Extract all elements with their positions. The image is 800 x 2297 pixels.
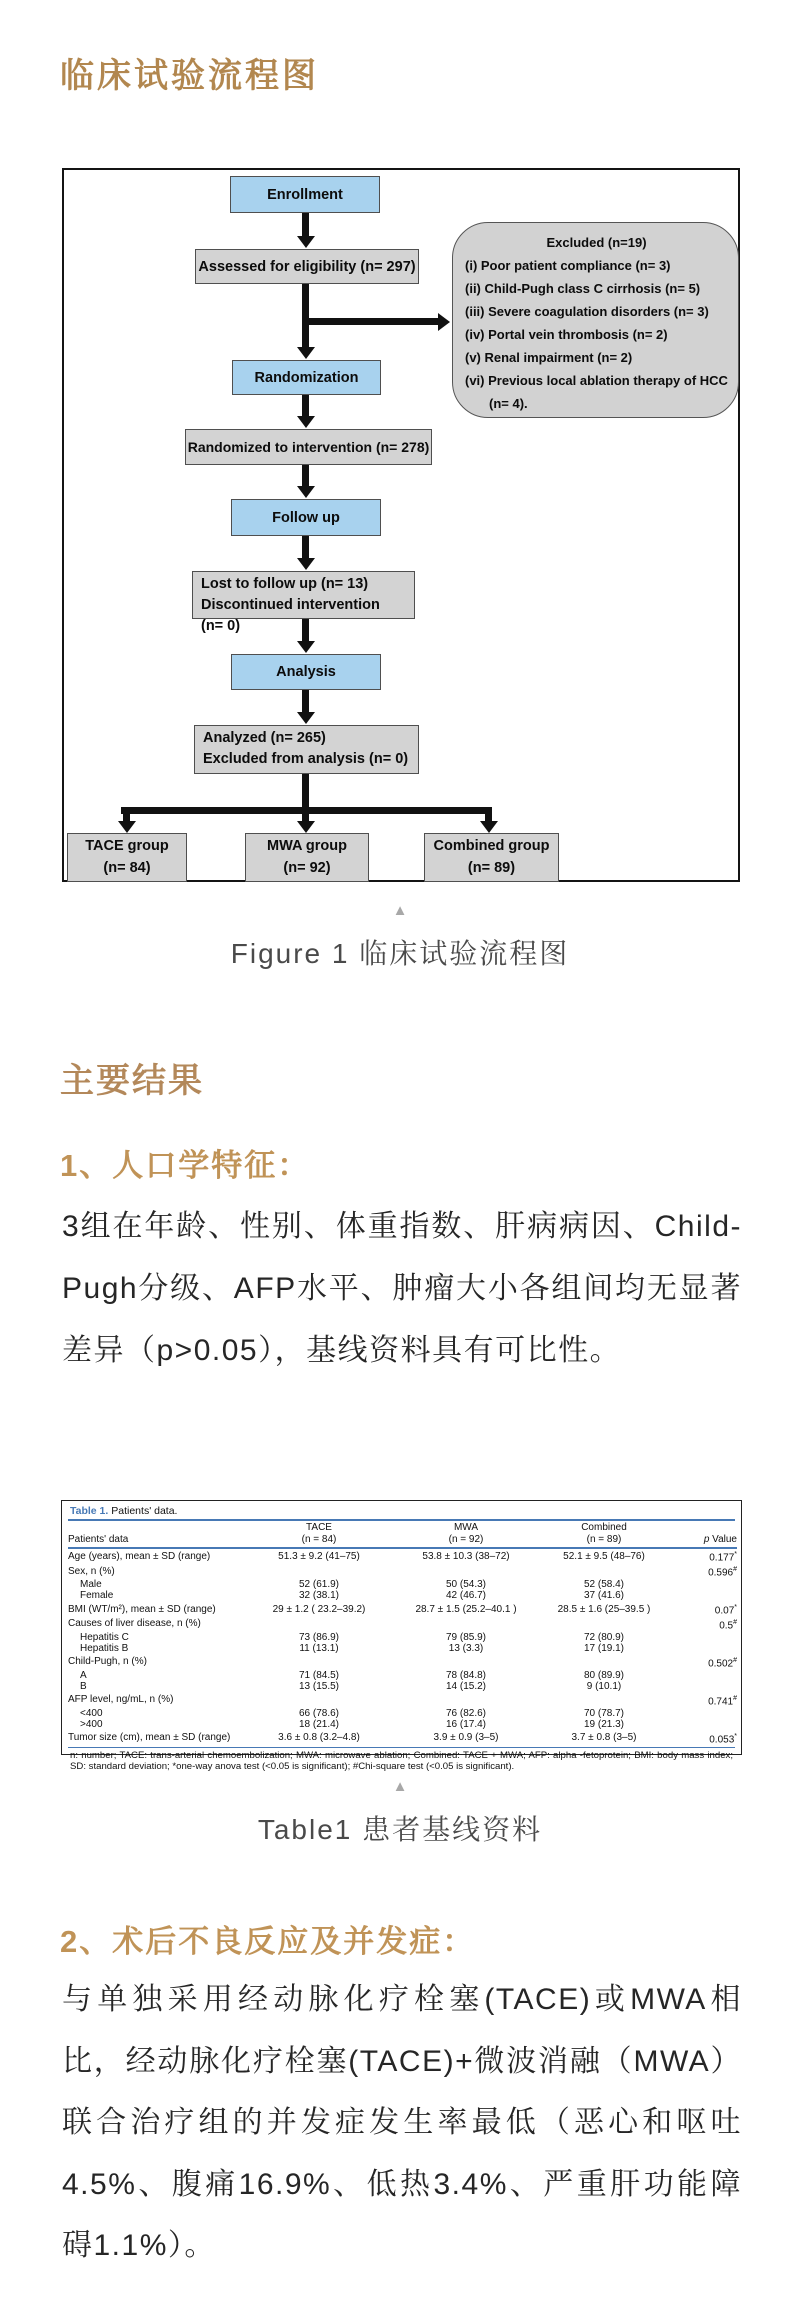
cell-pvalue (678, 1643, 737, 1655)
row-label: AFP level, ng/mL, n (%) (68, 1694, 174, 1706)
cell-combined: 17 (19.1) (583, 1643, 625, 1655)
excluded-item: (iv) Portal vein thrombosis (n= 2) (465, 327, 668, 342)
arrow-followup-to-lost (302, 536, 309, 558)
row-label: Causes of liver disease, n (%) (68, 1618, 201, 1630)
flow-box-tace-group (67, 833, 187, 882)
header-line: p Value (703, 1533, 737, 1545)
cell-mwa: 42 (46.7) (445, 1590, 487, 1602)
cell-pvalue (678, 1632, 737, 1644)
excluded-item: (ii) Child-Pugh class C cirrhosis (n= 5) (465, 281, 701, 296)
row-label: Age (years), mean ± SD (range) (68, 1550, 211, 1562)
row-label: Female (80, 1590, 114, 1602)
excluded-title: Excluded (n=19) (546, 235, 647, 250)
arrow-branch-to-mwa (302, 814, 309, 821)
cell-combined: 28.5 ± 1.6 (25–39.5 ) (557, 1603, 651, 1615)
cell-pvalue (678, 1708, 737, 1720)
cell-pvalue (678, 1681, 737, 1693)
arrow-analysis-to-analyzed (302, 690, 309, 712)
arrow-enrollment-to-assessed (302, 213, 309, 236)
row-label: Hepatitis B (80, 1643, 129, 1655)
collapse-triangle-icon: ▲ (392, 902, 408, 919)
cell-tace (236, 1693, 402, 1708)
col-header-tace (236, 1521, 402, 1548)
cell-combined: 52 (58.4) (583, 1578, 625, 1590)
cell-tace: 66 (78.6) (298, 1707, 340, 1719)
cell-pvalue: 0.741# (708, 1694, 737, 1707)
section2-heading: 2、术后不良反应及并发症： (60, 1924, 476, 1959)
cell-combined: 3.7 ± 0.8 (3–5) (571, 1732, 637, 1744)
group-n: (n= 92) (283, 860, 331, 876)
cell-mwa: 50 (54.3) (445, 1578, 487, 1590)
excluded-item: (i) Poor patient compliance (n= 3) (465, 258, 671, 273)
table-row (68, 1564, 737, 1579)
cell-combined: 9 (10.1) (586, 1681, 622, 1693)
table-body (68, 1548, 737, 1746)
cell-pvalue: 0.596# (708, 1565, 737, 1579)
table-caption: Table1 患者基线资料 (257, 1814, 543, 1845)
table1-image[interactable] (61, 1500, 742, 1772)
row-label: B (80, 1681, 87, 1693)
group-n: (n= 89) (467, 860, 516, 876)
table-title-text: Patients' data. (111, 1505, 178, 1517)
excluded-item: (iii) Severe coagulation disorders (n= 3) (465, 304, 709, 319)
cell-pvalue (678, 1719, 737, 1731)
flow-box-analyzed (194, 725, 419, 774)
results-heading: 主要结果 (60, 1063, 204, 1100)
cell-combined: 37 (41.6) (583, 1590, 625, 1602)
table-row (68, 1693, 737, 1708)
row-label: Male (80, 1578, 102, 1590)
table-row (68, 1632, 737, 1644)
analyzed-line1: Analyzed (n= 265) (203, 730, 326, 746)
header-line: (n = 89) (586, 1533, 622, 1545)
cell-mwa (402, 1617, 530, 1632)
row-label: >400 (80, 1719, 103, 1731)
cell-tace: 13 (15.5) (298, 1681, 340, 1693)
cell-tace: 11 (13.1) (299, 1643, 339, 1655)
cell-combined (530, 1564, 678, 1579)
col-header-mwa (402, 1521, 530, 1548)
cell-mwa: 28.7 ± 1.5 (25.2–40.1 ) (415, 1603, 517, 1615)
header-line: TACE (306, 1522, 332, 1533)
row-label: <400 (80, 1707, 103, 1719)
flow-box-combined-group (424, 833, 559, 882)
row-label: Child-Pugh, n (%) (68, 1656, 147, 1668)
cell-tace: 73 (86.9) (298, 1631, 340, 1643)
cell-mwa: 3.9 ± 0.9 (3–5) (433, 1732, 499, 1744)
flow-box-randomized: Randomized to intervention (n= 278) (185, 429, 432, 465)
table-row (68, 1643, 737, 1655)
flow-box-lost (192, 571, 415, 634)
cell-tace (236, 1617, 402, 1632)
table-label: Table 1. (70, 1505, 109, 1517)
cell-tace: 3.6 ± 0.8 (3.2–4.8) (278, 1732, 360, 1744)
table-row (68, 1670, 737, 1682)
cell-mwa: 53.8 ± 10.3 (38–72) (422, 1550, 510, 1562)
cell-mwa (402, 1655, 530, 1670)
collapse-triangle-icon: ▲ (392, 1778, 408, 1795)
col-header-combined (530, 1521, 678, 1548)
table-footnote: n: number; TACE: trans-arterial chemoembolization; MWA: microwave ablation; Combined: TACE + MWA; AFP: alpha -fetoprotein; BMI: body mass index; SD: standard deviation; *one-way anova test (<0.05 is significant); #Chi-square test (<0.05 is significant). (70, 1749, 733, 1772)
cell-pvalue: 0.07* (714, 1603, 737, 1617)
flow-box-followup: Follow up (231, 499, 381, 536)
lost-line2: Discontinued intervention (n= 0) (201, 597, 380, 634)
header-line: (n = 92) (448, 1533, 484, 1545)
page-title: 临床试验流程图 (60, 58, 319, 95)
table-row (68, 1617, 737, 1632)
cell-tace: 29 ± 1.2 ( 23.2–39.2) (272, 1603, 366, 1615)
cell-combined: 72 (80.9) (583, 1631, 625, 1643)
table-title-line (68, 1503, 735, 1519)
col-header-patients-data (68, 1521, 236, 1548)
table-row (68, 1731, 737, 1746)
table-row (68, 1590, 737, 1602)
arrow-randomized-to-followup (302, 465, 309, 486)
cell-mwa: 79 (85.9) (445, 1631, 487, 1643)
table-header-row (68, 1521, 737, 1548)
cell-combined: 52.1 ± 9.5 (48–76) (563, 1550, 645, 1562)
cell-combined (530, 1655, 678, 1670)
group-name: TACE group (85, 838, 169, 854)
arrow-to-excluded (305, 318, 438, 325)
excluded-item: (v) Renal impairment (n= 2) (465, 350, 633, 365)
flow-box-enrollment: Enrollment (230, 176, 380, 213)
cell-mwa: 78 (84.8) (445, 1669, 487, 1681)
group-name: MWA group (267, 838, 347, 854)
flow-box-assessed: Assessed for eligibility (n= 297) (195, 249, 419, 284)
header-line: (n = 84) (301, 1533, 337, 1545)
cell-combined: 70 (78.7) (583, 1707, 625, 1719)
analyzed-line2: Excluded from analysis (n= 0) (203, 751, 409, 767)
row-label: Tumor size (cm), mean ± SD (range) (68, 1732, 231, 1744)
cell-mwa (402, 1693, 530, 1708)
table-row (68, 1655, 737, 1670)
flow-box-randomization: Randomization (232, 360, 381, 395)
excluded-item: (vi) Previous local ablation therapy of HCC (n= 4). (465, 373, 728, 411)
lost-line1: Lost to follow up (n= 13) (201, 576, 369, 592)
cell-tace: 52 (61.9) (298, 1578, 340, 1590)
cell-tace: 18 (21.4) (298, 1719, 340, 1731)
arrow-assessed-to-randomization (302, 284, 309, 347)
cell-mwa: 16 (17.4) (445, 1719, 487, 1731)
cell-pvalue (678, 1579, 737, 1591)
header-line: Combined (581, 1522, 627, 1533)
cell-tace: 51.3 ± 9.2 (41–75) (278, 1550, 360, 1562)
cell-tace (236, 1655, 402, 1670)
group-name: Combined group (433, 838, 550, 854)
col-header-pvalue (678, 1521, 737, 1548)
cell-tace: 71 (84.5) (298, 1669, 340, 1681)
arrow-branch-to-combined (485, 814, 492, 821)
branch-bar (121, 807, 492, 814)
flow-box-mwa-group (245, 833, 369, 882)
cell-combined: 80 (89.9) (583, 1669, 625, 1681)
table-row (68, 1548, 737, 1564)
table-row (68, 1681, 737, 1693)
cell-mwa: 76 (82.6) (445, 1707, 487, 1719)
cell-combined: 19 (21.3) (583, 1719, 625, 1731)
row-label: BMI (WT/m²), mean ± SD (range) (68, 1603, 216, 1615)
row-label: Hepatitis C (80, 1631, 129, 1643)
cell-pvalue: 0.053* (709, 1732, 737, 1745)
cell-pvalue: 0.5# (719, 1618, 737, 1632)
section1-paragraph: 3组在年龄、性别、体重指数、肝病病因、Child-Pugh分级、AFP水平、肿瘤大小各组间均无显著差异（p>0.05），基线资料具有可比性。 (62, 1210, 742, 1367)
cell-pvalue: 0.177* (709, 1551, 737, 1564)
cell-pvalue: 0.502# (708, 1656, 737, 1670)
figure-caption: Figure 1 临床试验流程图 (230, 938, 570, 969)
cell-mwa: 14 (15.2) (445, 1681, 487, 1693)
group-n: (n= 84) (103, 860, 151, 876)
cell-mwa: 13 (3.3) (448, 1643, 484, 1655)
cell-mwa (402, 1564, 530, 1579)
cell-tace (236, 1564, 402, 1579)
table-row (68, 1579, 737, 1591)
cell-combined (530, 1693, 678, 1708)
header-line: MWA (453, 1522, 479, 1533)
cell-pvalue (678, 1670, 737, 1682)
cell-tace: 32 (38.1) (298, 1590, 340, 1602)
header-line: Patients' data (68, 1533, 129, 1545)
table-row (68, 1719, 737, 1731)
table-row (68, 1708, 737, 1720)
section2-paragraph: 与单独采用经动脉化疗栓塞(TACE)或MWA相比，经动脉化疗栓塞(TACE)+微波消融（MWA）联合治疗组的并发症发生率最低（恶心和呕吐4.5%、腹痛16.9%、低热3.4%、严重肝功能障碍1.1%）。 (62, 1983, 742, 2262)
arrow-randomization-to-randomized (302, 395, 309, 416)
arrow-lost-to-analysis (302, 619, 309, 641)
section1-heading: 1、人口学特征： (60, 1148, 311, 1183)
table-row (68, 1602, 737, 1617)
cell-combined (530, 1617, 678, 1632)
flow-box-analysis: Analysis (231, 654, 381, 690)
flow-box-excluded (452, 222, 739, 418)
row-label: A (80, 1669, 87, 1681)
row-label: Sex, n (%) (68, 1565, 115, 1577)
cell-pvalue (678, 1590, 737, 1602)
patients-data-table (68, 1521, 737, 1746)
figure1-flowchart-image[interactable] (62, 168, 740, 882)
arrow-branch-to-tace (123, 814, 130, 821)
